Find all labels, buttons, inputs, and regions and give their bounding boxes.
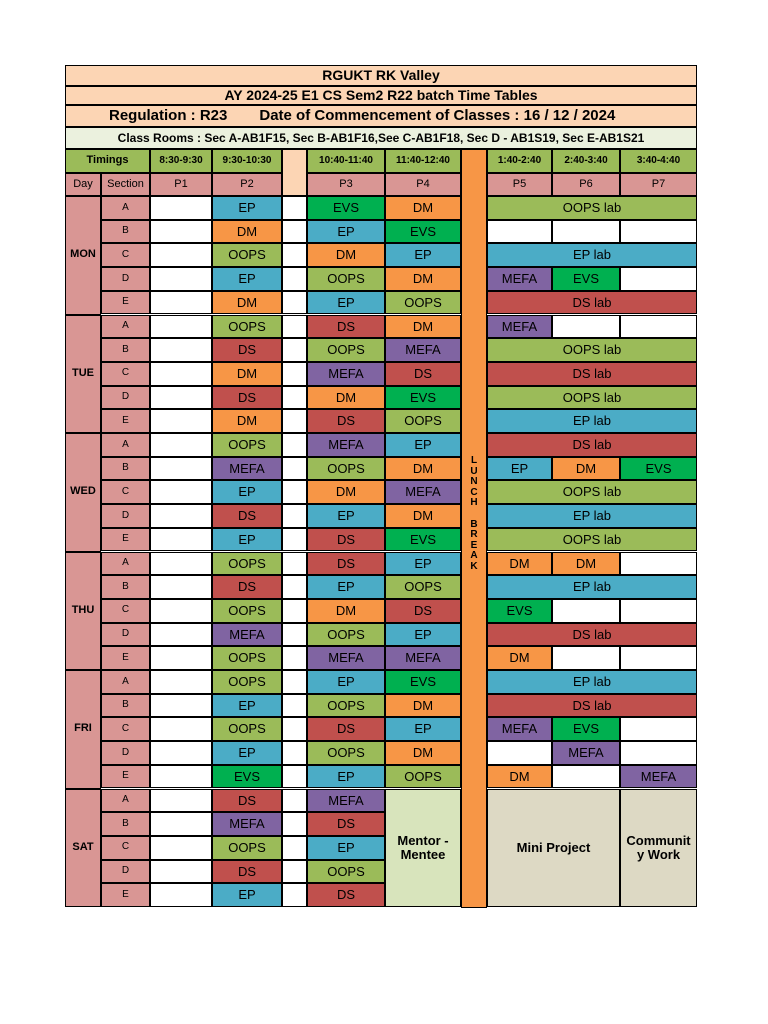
period-cell: MEFA xyxy=(552,741,620,765)
period-cell: DM xyxy=(307,243,385,267)
lunch-letter: A xyxy=(470,550,478,562)
period-cell xyxy=(150,789,212,813)
period-cell xyxy=(150,646,212,670)
period-cell: DM xyxy=(385,315,461,339)
period-cell: DM xyxy=(212,409,282,433)
period-cell: EP xyxy=(212,196,282,220)
timing-p5: 1:40-2:40 xyxy=(487,149,552,173)
section-cell: B xyxy=(101,220,150,244)
period-cell xyxy=(150,409,212,433)
timing-p7: 3:40-4:40 xyxy=(620,149,697,173)
period-cell xyxy=(620,646,697,670)
section-cell: D xyxy=(101,860,150,884)
lab-cell: EP lab xyxy=(487,670,697,694)
lab-cell: DS lab xyxy=(487,433,697,457)
period-cell: DS xyxy=(212,504,282,528)
period-cell xyxy=(552,220,620,244)
section-cell: A xyxy=(101,552,150,576)
break-gap-header xyxy=(282,149,307,196)
period-cell: OOPS xyxy=(385,409,461,433)
period-cell xyxy=(150,243,212,267)
period-cell: EP xyxy=(385,717,461,741)
period-cell: DM xyxy=(487,646,552,670)
period-cell: DS xyxy=(307,528,385,552)
gap-cell xyxy=(282,717,307,741)
gap-cell xyxy=(282,480,307,504)
period-cell: EP xyxy=(307,765,385,789)
period-cell: DM xyxy=(212,362,282,386)
section-cell: C xyxy=(101,599,150,623)
period-p2: P2 xyxy=(212,173,282,196)
period-cell xyxy=(150,765,212,789)
period-cell xyxy=(150,338,212,362)
section-cell: D xyxy=(101,741,150,765)
gap-cell xyxy=(282,575,307,599)
period-cell: DS xyxy=(212,789,282,813)
section-cell: B xyxy=(101,575,150,599)
period-cell xyxy=(150,291,212,315)
period-cell: OOPS xyxy=(307,267,385,291)
gap-cell xyxy=(282,836,307,860)
period-cell: MEFA xyxy=(307,646,385,670)
period-cell: EVS xyxy=(487,599,552,623)
section-cell: B xyxy=(101,694,150,718)
period-cell: EVS xyxy=(385,220,461,244)
lunch-letter: N xyxy=(470,476,478,488)
period-cell xyxy=(150,480,212,504)
lab-cell: OOPS lab xyxy=(487,528,697,552)
section-cell: D xyxy=(101,386,150,410)
period-cell: EP xyxy=(212,741,282,765)
period-cell: DS xyxy=(307,409,385,433)
lunch-letter: C xyxy=(470,486,478,498)
section-cell: C xyxy=(101,836,150,860)
section-cell: D xyxy=(101,504,150,528)
period-cell xyxy=(487,220,552,244)
gap-cell xyxy=(282,338,307,362)
section-cell: C xyxy=(101,480,150,504)
period-cell: DM xyxy=(487,552,552,576)
day-fri: FRI xyxy=(65,670,101,789)
period-cell xyxy=(620,267,697,291)
period-cell: MEFA xyxy=(307,433,385,457)
period-cell xyxy=(150,717,212,741)
period-cell xyxy=(150,860,212,884)
day-header: Day xyxy=(65,173,101,196)
day-thu: THU xyxy=(65,552,101,671)
gap-cell xyxy=(282,552,307,576)
gap-cell xyxy=(282,789,307,813)
period-cell: OOPS xyxy=(212,836,282,860)
gap-cell xyxy=(282,883,307,907)
period-cell: EP xyxy=(212,694,282,718)
period-cell: DM xyxy=(307,386,385,410)
period-cell: MEFA xyxy=(487,267,552,291)
period-cell: EP xyxy=(212,480,282,504)
period-cell: EP xyxy=(307,220,385,244)
lab-cell: EP lab xyxy=(487,409,697,433)
period-p5: P5 xyxy=(487,173,552,196)
commencement-text: Date of Commencement of Classes : 16 / 12 / 2024 xyxy=(259,107,616,125)
lab-cell: DS lab xyxy=(487,623,697,647)
gap-cell xyxy=(282,694,307,718)
period-cell xyxy=(620,599,697,623)
period-cell: EP xyxy=(307,291,385,315)
lunch-letter: B xyxy=(470,518,478,530)
period-cell: OOPS xyxy=(212,717,282,741)
period-cell: EVS xyxy=(212,765,282,789)
period-cell xyxy=(620,717,697,741)
lab-cell: OOPS lab xyxy=(487,386,697,410)
sheet-subtitle: AY 2024-25 E1 CS Sem2 R22 batch Time Tables xyxy=(65,86,697,105)
period-p3: P3 xyxy=(307,173,385,196)
period-cell xyxy=(620,552,697,576)
regulation-text: Regulation : R23 xyxy=(109,107,228,125)
gap-cell xyxy=(282,291,307,315)
period-cell xyxy=(150,836,212,860)
section-cell: C xyxy=(101,717,150,741)
period-cell: DM xyxy=(385,504,461,528)
lab-cell: OOPS lab xyxy=(487,338,697,362)
gap-cell xyxy=(282,741,307,765)
section-cell: E xyxy=(101,528,150,552)
period-cell xyxy=(620,220,697,244)
period-cell: OOPS xyxy=(307,741,385,765)
section-cell: C xyxy=(101,362,150,386)
lab-cell: OOPS lab xyxy=(487,480,697,504)
period-cell: OOPS xyxy=(307,457,385,481)
period-cell: EP xyxy=(212,528,282,552)
period-cell xyxy=(150,315,212,339)
period-cell: OOPS xyxy=(307,860,385,884)
period-cell: OOPS xyxy=(385,575,461,599)
period-cell: MEFA xyxy=(487,717,552,741)
period-cell: DM xyxy=(552,457,620,481)
period-cell: OOPS xyxy=(212,315,282,339)
classrooms-row: Class Rooms : Sec A-AB1F15, Sec B-AB1F16,See C-AB1F18, Sec D - AB1S19, Sec E-AB1S21 xyxy=(65,127,697,149)
period-p4: P4 xyxy=(385,173,461,196)
lab-cell: DS lab xyxy=(487,694,697,718)
gap-cell xyxy=(282,220,307,244)
period-cell: OOPS xyxy=(212,670,282,694)
period-cell: DM xyxy=(307,599,385,623)
period-cell xyxy=(620,741,697,765)
period-cell: EVS xyxy=(385,528,461,552)
gap-cell xyxy=(282,196,307,220)
period-cell xyxy=(150,457,212,481)
period-cell: EVS xyxy=(552,267,620,291)
period-cell xyxy=(150,694,212,718)
period-cell: EP xyxy=(212,267,282,291)
section-cell: E xyxy=(101,765,150,789)
period-cell: MEFA xyxy=(620,765,697,789)
section-cell: A xyxy=(101,433,150,457)
gap-cell xyxy=(282,646,307,670)
section-cell: D xyxy=(101,623,150,647)
period-cell: MEFA xyxy=(212,457,282,481)
period-cell: OOPS xyxy=(212,243,282,267)
gap-cell xyxy=(282,812,307,836)
gap-cell xyxy=(282,528,307,552)
period-cell: MEFA xyxy=(307,362,385,386)
timing-p6: 2:40-3:40 xyxy=(552,149,620,173)
period-cell: OOPS xyxy=(307,338,385,362)
gap-cell xyxy=(282,457,307,481)
gap-cell xyxy=(282,504,307,528)
period-cell: DS xyxy=(212,338,282,362)
period-cell: EP xyxy=(487,457,552,481)
period-cell: MEFA xyxy=(212,623,282,647)
section-cell: B xyxy=(101,338,150,362)
period-cell xyxy=(487,741,552,765)
period-cell xyxy=(150,504,212,528)
period-cell: DM xyxy=(487,765,552,789)
gap-cell xyxy=(282,267,307,291)
section-cell: A xyxy=(101,196,150,220)
period-cell: DM xyxy=(307,480,385,504)
section-header: Section xyxy=(101,173,150,196)
period-cell xyxy=(150,741,212,765)
period-cell: DS xyxy=(212,575,282,599)
period-cell: MEFA xyxy=(385,646,461,670)
period-cell: DS xyxy=(212,386,282,410)
period-cell: DM xyxy=(212,220,282,244)
period-cell xyxy=(150,528,212,552)
period-cell xyxy=(552,765,620,789)
period-cell: OOPS xyxy=(385,765,461,789)
lab-cell: DS lab xyxy=(487,291,697,315)
period-cell: DS xyxy=(385,362,461,386)
period-cell: EP xyxy=(385,433,461,457)
period-cell xyxy=(150,362,212,386)
gap-cell xyxy=(282,860,307,884)
period-cell: DS xyxy=(212,860,282,884)
period-cell: MEFA xyxy=(487,315,552,339)
lab-cell: EP lab xyxy=(487,575,697,599)
period-cell: EVS xyxy=(552,717,620,741)
regulation-row xyxy=(65,105,697,127)
period-cell xyxy=(150,670,212,694)
period-cell: DS xyxy=(307,883,385,907)
period-cell: EVS xyxy=(620,457,697,481)
section-cell: E xyxy=(101,291,150,315)
lunch-break-column xyxy=(461,149,487,908)
period-cell: EP xyxy=(385,552,461,576)
timings-label: Timings xyxy=(65,149,150,173)
gap-cell xyxy=(282,670,307,694)
timing-p2: 9:30-10:30 xyxy=(212,149,282,173)
lunch-letter: K xyxy=(470,560,478,572)
day-tue: TUE xyxy=(65,315,101,434)
period-cell: OOPS xyxy=(212,433,282,457)
lunch-letter: U xyxy=(470,465,478,477)
period-cell xyxy=(552,315,620,339)
mentor-mentee-block: Mentor - Mentee xyxy=(385,789,461,908)
period-cell: EP xyxy=(212,883,282,907)
period-cell xyxy=(150,433,212,457)
section-cell: E xyxy=(101,883,150,907)
period-cell: DM xyxy=(385,196,461,220)
period-cell: DS xyxy=(307,812,385,836)
period-cell xyxy=(150,196,212,220)
gap-cell xyxy=(282,765,307,789)
period-cell: OOPS xyxy=(307,623,385,647)
lunch-letter: R xyxy=(470,529,478,541)
day-wed: WED xyxy=(65,433,101,552)
period-cell xyxy=(150,575,212,599)
period-p7: P7 xyxy=(620,173,697,196)
community-work-block: Community Work xyxy=(620,789,697,908)
period-cell: EP xyxy=(385,243,461,267)
timing-p1: 8:30-9:30 xyxy=(150,149,212,173)
section-cell: E xyxy=(101,409,150,433)
lunch-letter xyxy=(473,509,476,520)
gap-cell xyxy=(282,599,307,623)
lunch-letter: H xyxy=(470,497,478,509)
period-cell: DM xyxy=(385,267,461,291)
period-cell xyxy=(552,599,620,623)
lab-cell: EP lab xyxy=(487,504,697,528)
period-cell: DM xyxy=(552,552,620,576)
period-cell xyxy=(150,386,212,410)
timing-p3: 10:40-11:40 xyxy=(307,149,385,173)
period-cell: DM xyxy=(385,741,461,765)
period-cell xyxy=(150,267,212,291)
gap-cell xyxy=(282,433,307,457)
period-cell: OOPS xyxy=(212,599,282,623)
gap-cell xyxy=(282,315,307,339)
period-cell: EVS xyxy=(307,196,385,220)
gap-cell xyxy=(282,243,307,267)
section-cell: B xyxy=(101,812,150,836)
period-cell: EP xyxy=(385,623,461,647)
period-cell: DM xyxy=(212,291,282,315)
section-cell: A xyxy=(101,670,150,694)
sheet-title: RGUKT RK Valley xyxy=(65,65,697,86)
section-cell: C xyxy=(101,243,150,267)
day-sat: SAT xyxy=(65,789,101,908)
period-cell xyxy=(552,646,620,670)
period-cell xyxy=(150,623,212,647)
period-cell xyxy=(150,812,212,836)
period-cell: DM xyxy=(385,457,461,481)
gap-cell xyxy=(282,409,307,433)
period-cell xyxy=(620,315,697,339)
period-cell: MEFA xyxy=(385,480,461,504)
period-cell: EVS xyxy=(385,386,461,410)
section-cell: A xyxy=(101,315,150,339)
gap-cell xyxy=(282,386,307,410)
period-cell: OOPS xyxy=(212,646,282,670)
section-cell: D xyxy=(101,267,150,291)
day-mon: MON xyxy=(65,196,101,315)
period-cell: DS xyxy=(385,599,461,623)
period-cell: EVS xyxy=(385,670,461,694)
lab-cell: EP lab xyxy=(487,243,697,267)
period-p6: P6 xyxy=(552,173,620,196)
period-p1: P1 xyxy=(150,173,212,196)
period-cell: EP xyxy=(307,575,385,599)
period-cell xyxy=(150,220,212,244)
lab-cell: DS lab xyxy=(487,362,697,386)
period-cell xyxy=(150,883,212,907)
timetable xyxy=(65,65,697,908)
period-cell: EP xyxy=(307,504,385,528)
period-cell: DS xyxy=(307,315,385,339)
section-cell: A xyxy=(101,789,150,813)
period-cell: MEFA xyxy=(385,338,461,362)
timing-p4: 11:40-12:40 xyxy=(385,149,461,173)
period-cell: OOPS xyxy=(385,291,461,315)
period-cell: EP xyxy=(307,670,385,694)
period-cell: DM xyxy=(385,694,461,718)
period-cell: EP xyxy=(307,836,385,860)
period-cell: OOPS xyxy=(307,694,385,718)
lunch-letter: L xyxy=(470,455,478,466)
gap-cell xyxy=(282,623,307,647)
lunch-letter: E xyxy=(470,539,478,551)
gap-cell xyxy=(282,362,307,386)
period-cell: MEFA xyxy=(307,789,385,813)
period-cell xyxy=(150,599,212,623)
period-cell: OOPS xyxy=(212,552,282,576)
period-cell: DS xyxy=(307,717,385,741)
section-cell: E xyxy=(101,646,150,670)
lab-cell: OOPS lab xyxy=(487,196,697,220)
period-cell xyxy=(150,552,212,576)
period-cell: DS xyxy=(307,552,385,576)
section-cell: B xyxy=(101,457,150,481)
period-cell: MEFA xyxy=(212,812,282,836)
mini-project-block: Mini Project xyxy=(487,789,620,908)
